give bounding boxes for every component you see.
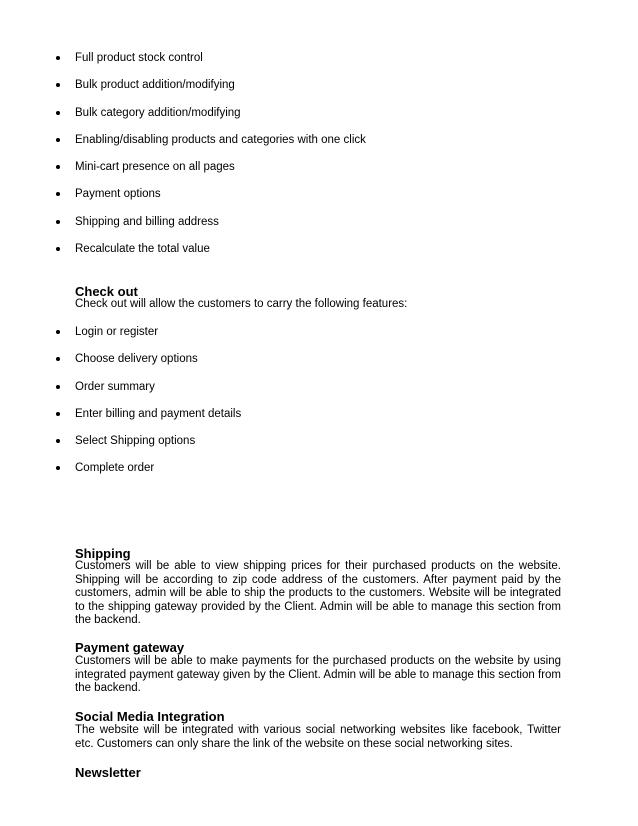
bullet-icon [56, 220, 60, 224]
bullet-icon [56, 56, 60, 60]
list-item-text: Shipping and billing address [75, 215, 219, 228]
list-item [0, 187, 638, 214]
payment-gateway-heading: Payment gateway [75, 640, 185, 655]
list-item [0, 325, 638, 352]
shipping-heading: Shipping [75, 546, 131, 561]
checkout-intro: Check out will allow the customers to carry the following features: [75, 298, 408, 310]
list-item-text: Bulk product addition/modifying [75, 79, 235, 92]
list-item-text: Enter billing and payment details [75, 407, 242, 420]
list-item-text: Choose delivery options [75, 353, 198, 366]
list-item-text: Recalculate the total value [75, 243, 210, 256]
social-media-paragraph: The website will be integrated with various social networking websites like facebook, Twitter etc. Customers can only share the link of the website on these social networking sites. [75, 724, 561, 750]
list-item [0, 51, 638, 78]
list-item [0, 352, 638, 379]
checkout-heading: Check out [75, 284, 138, 299]
social-media-heading: Social Media Integration [75, 709, 225, 724]
bullet-icon [56, 439, 60, 443]
list-item-text: Order summary [75, 380, 155, 393]
bullet-icon [56, 385, 60, 389]
list-item [0, 461, 638, 488]
list-item [0, 407, 638, 434]
bullet-icon [56, 247, 60, 251]
list-item-text: Full product stock control [75, 52, 203, 64]
bullet-icon [56, 83, 60, 87]
bullet-icon [56, 192, 60, 196]
newsletter-heading: Newsletter [75, 765, 141, 780]
bullet-icon [56, 165, 60, 169]
checkout-list [0, 325, 638, 489]
payment-gateway-paragraph: Customers will be able to make payments for the purchased products on the website by using integrated payment gateway given by the Client. Admin will be able to manage this section from the backend. [75, 655, 561, 695]
list-item [0, 106, 638, 133]
bullet-icon [56, 466, 60, 470]
list-item-text: Enabling/disabling products and categories with one click [75, 133, 366, 146]
bullet-icon [56, 111, 60, 115]
list-item [0, 133, 638, 160]
list-item-text: Bulk category addition/modifying [75, 106, 241, 119]
list-item-text: Login or register [75, 326, 159, 338]
list-item-text: Select Shipping options [75, 435, 196, 448]
list-item-text: Payment options [75, 188, 161, 201]
bullet-icon [56, 138, 60, 142]
list-item-text: Mini-cart presence on all pages [75, 161, 235, 174]
bullet-icon [56, 412, 60, 416]
bullet-icon [56, 357, 60, 361]
list-item [0, 215, 638, 242]
shipping-paragraph: Customers will be able to view shipping prices for their purchased products on the website. Shipping will be according to zip code address of the customers. After payment paid by the customers, admin will be able to ship the products to the customers. Website will be integrated to the shipping gateway provided by the Client. Admin will be able to manage this section from the backend. [75, 560, 561, 627]
bullet-icon [56, 330, 60, 334]
list-item [0, 242, 638, 269]
list-item [0, 160, 638, 187]
list-item-text: Complete order [75, 462, 155, 475]
list-item [0, 434, 638, 461]
list-item [0, 380, 638, 407]
list-item [0, 78, 638, 105]
features-list [0, 51, 638, 269]
